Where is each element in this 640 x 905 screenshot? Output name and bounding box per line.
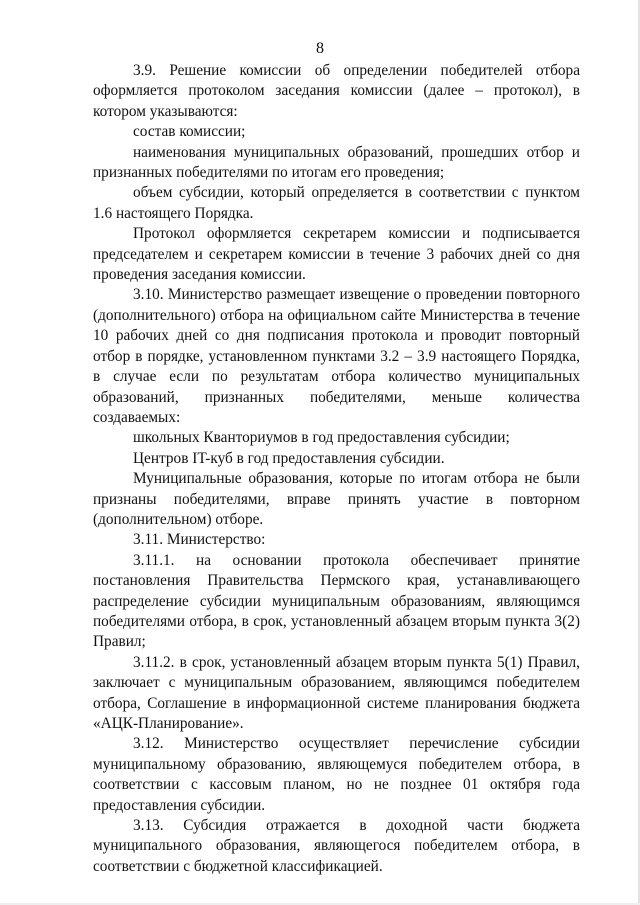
- paragraph-municipality-names: наименования муниципальных образований, прошедших отбор и признанных победителями по итогам его проведения;: [93, 143, 580, 182]
- page-number: 8: [316, 40, 324, 57]
- document-body: [93, 61, 580, 877]
- paragraph-repeat-selection: Муниципальные образования, которые по итогам отбора не были признаны победителями, вправе принять участие в повторном (дополнительном) отборе.: [93, 470, 580, 528]
- paragraph-3-12: 3.12. Министерство осуществляет перечисление субсидии муниципальному образованию, являющемуся победителем отбора, в соответствии с кассовым планом, но не позднее 01 октября года предоставления субсидии.: [93, 735, 580, 814]
- paragraph-3-11-1: 3.11.1. на основании протокола обеспечивает принятие постановления Правительства Пермского края, устанавливающего распределение субсидии муниципальным образованиям, являющимся победителями отбора, в срок, установленный абзацем вторым пункта 3(2) Правил;: [93, 551, 580, 651]
- paragraph-protocol: Протокол оформляется секретарем комиссии и подписывается председателем и секретарем комиссии в течение 3 рабочих дней со дня проведения заседания комиссии.: [93, 225, 580, 284]
- paragraph-it-cube: Центров IT-куб в год предоставления субсидии.: [133, 449, 445, 467]
- paragraph-3-13: 3.13. Субсидия отражается в доходной части бюджета муниципального образования, являющегося победителем отбора, в соответствии с бюджетной классификацией.: [93, 817, 580, 875]
- paragraph-3-10: 3.10. Министерство размещает извещение о проведении повторного (дополнительного) отбора на официальном сайте Министерства в течение 10 рабочих дней со дня подписания протокола и проводит повторный отбор в порядке, установленном пунктами 3.2 – 3.9 настоящего Порядка, в случае если по результатам отбора количество муниципальных образований, признанных победителями, меньше количества создаваемых:: [93, 286, 580, 426]
- paragraph-kvantorium: школьных Кванториумов в год предоставления субсидии;: [133, 429, 510, 447]
- paragraph-subsidy-volume: объем субсидии, который определяется в соответствии с пунктом 1.6 настоящего Порядка.: [93, 184, 580, 222]
- paragraph-3-11-2: 3.11.2. в срок, установленный абзацем вторым пункта 5(1) Правил, заключает с муниципальным образованием, являющимся победителем отбора, Соглашение в информационной системе планирования бюджета «АЦК-Планирование».: [93, 653, 580, 732]
- paragraph-3-9: 3.9. Решение комиссии об определении победителей отбора оформляется протоколом заседания комиссии (далее – протокол), в котором указываются:: [93, 62, 580, 120]
- paragraph-commission-composition: состав комиссии;: [133, 123, 246, 141]
- paragraph-3-11: 3.11. Министерство:: [133, 531, 266, 549]
